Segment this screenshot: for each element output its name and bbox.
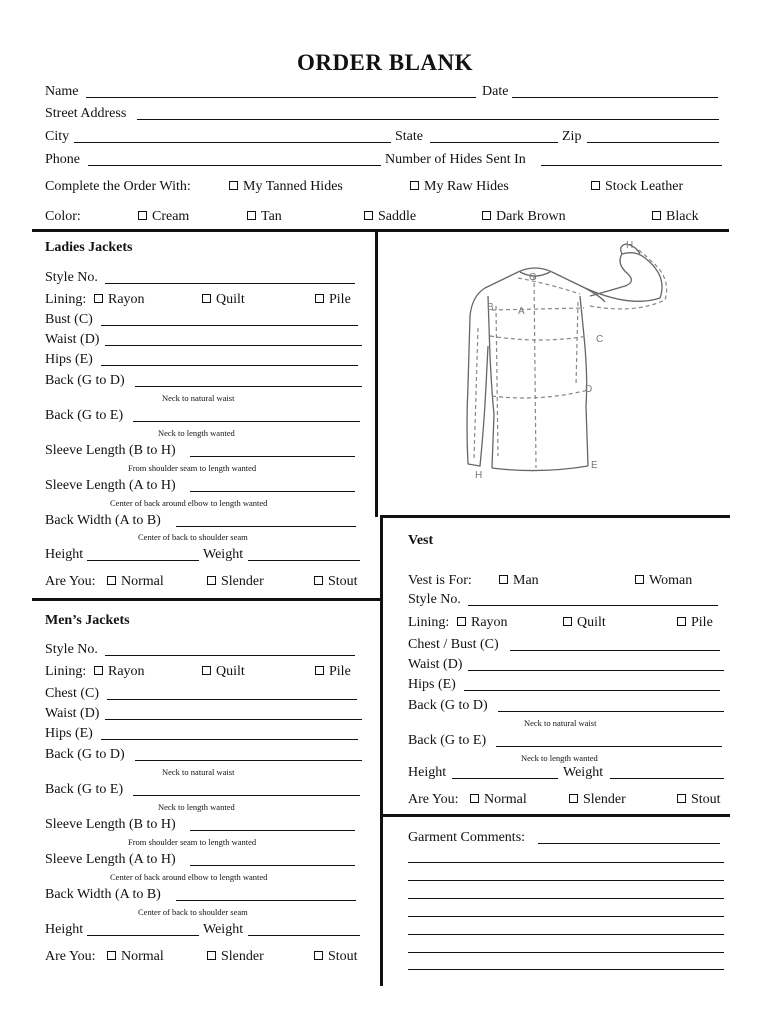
comments-top-divider — [382, 814, 730, 817]
vest-back-gd-label: Back (G to D) — [408, 698, 488, 713]
mens-quilt-checkbox[interactable] — [202, 666, 211, 675]
lower-column-divider — [380, 517, 383, 986]
ladies-note-gd: Neck to natural waist — [162, 393, 235, 403]
phone-field[interactable] — [88, 165, 381, 166]
ladies-note-bh: From shoulder seam to length wanted — [128, 463, 257, 473]
tanned-option[interactable] — [229, 179, 343, 195]
ladies-weight-field[interactable] — [248, 560, 360, 561]
ladies-note-ge: Neck to length wanted — [158, 428, 235, 438]
mens-normal-option[interactable] — [107, 949, 164, 965]
ladies-normal-option[interactable] — [107, 574, 164, 590]
city-field[interactable] — [74, 142, 391, 143]
mens-note-gd: Neck to natural waist — [162, 767, 235, 777]
vest-man-label: Man — [513, 573, 539, 588]
vest-slender-checkbox[interactable] — [569, 794, 578, 803]
ladies-slender-label: Slender — [221, 574, 264, 589]
mens-pile-checkbox[interactable] — [315, 666, 324, 675]
ladies-pile-option[interactable] — [315, 292, 351, 308]
mens-chest-field[interactable] — [107, 699, 357, 700]
label-b: B — [487, 302, 494, 313]
mens-heading: Men’s Jackets — [45, 613, 130, 628]
mens-back-gd-field[interactable] — [135, 760, 362, 761]
vest-back-ge-field[interactable] — [496, 746, 722, 747]
ladies-sleeve-ah-label: Sleeve Length (A to H) — [45, 478, 176, 493]
vest-stout-option[interactable] — [677, 792, 721, 808]
mens-waist-field[interactable] — [105, 719, 362, 720]
mens-style-field[interactable] — [105, 655, 355, 656]
color-saddle[interactable] — [364, 209, 416, 225]
comments-field-line-4[interactable] — [408, 898, 724, 899]
ladies-slender-checkbox[interactable] — [207, 576, 216, 585]
mens-weight-label: Weight — [203, 922, 244, 937]
vest-man-option[interactable] — [499, 573, 539, 589]
vest-lining-label: Lining: — [408, 615, 450, 630]
ladies-rayon-label: Rayon — [108, 292, 145, 307]
ladies-normal-label: Normal — [121, 574, 164, 589]
dark-brown-label: Dark Brown — [496, 209, 566, 224]
mens-slender-option[interactable] — [207, 949, 264, 965]
comments-field-line-7[interactable] — [408, 952, 724, 953]
mens-are-you-label: Are You: — [45, 949, 96, 964]
vest-height-field[interactable] — [452, 778, 558, 779]
mens-back-gd-label: Back (G to D) — [45, 747, 125, 762]
ladies-width-ab-field[interactable] — [176, 526, 356, 527]
mens-stout-checkbox[interactable] — [314, 951, 323, 960]
vest-chest-field[interactable] — [510, 650, 720, 651]
mens-pile-label: Pile — [329, 664, 351, 679]
mens-stout-label: Stout — [328, 949, 358, 964]
ladies-normal-checkbox[interactable] — [107, 576, 116, 585]
ladies-back-ge-label: Back (G to E) — [45, 408, 124, 423]
vest-top-divider — [380, 515, 730, 518]
vest-style-label: Style No. — [408, 592, 461, 607]
ladies-heading: Ladies Jackets — [45, 240, 133, 255]
mens-back-ge-field[interactable] — [133, 795, 360, 796]
ladies-note-ah: Center of back around elbow to length wanted — [110, 498, 268, 508]
mens-note-ge: Neck to length wanted — [158, 802, 235, 812]
ladies-sleeve-bh-label: Sleeve Length (B to H) — [45, 443, 176, 458]
cream-checkbox[interactable] — [138, 211, 147, 220]
vest-rayon-option[interactable] — [457, 615, 508, 631]
ladies-quilt-label: Quilt — [216, 292, 245, 307]
label-c: C — [596, 334, 604, 345]
vest-height-label: Height — [408, 765, 447, 780]
state-label: State — [395, 129, 423, 144]
vest-normal-label: Normal — [484, 792, 527, 807]
vest-normal-checkbox[interactable] — [470, 794, 479, 803]
ladies-waist-label: Waist (D) — [45, 332, 100, 347]
mens-slender-checkbox[interactable] — [207, 951, 216, 960]
ladies-bust-field[interactable] — [101, 325, 358, 326]
vest-quilt-option[interactable] — [563, 615, 606, 631]
date-label: Date — [482, 84, 509, 99]
cream-label: Cream — [152, 209, 190, 224]
ladies-style-label: Style No. — [45, 270, 98, 285]
mens-rayon-checkbox[interactable] — [94, 666, 103, 675]
color-label: Color: — [45, 209, 81, 224]
label-h-bottom: H — [475, 470, 483, 481]
ladies-sleeve-bh-field[interactable] — [190, 456, 355, 457]
ladies-stout-label: Stout — [328, 574, 358, 589]
saddle-label: Saddle — [378, 209, 417, 224]
mens-width-ab-label: Back Width (A to B) — [45, 887, 161, 902]
ladies-weight-label: Weight — [203, 547, 244, 562]
mens-sleeve-bh-field[interactable] — [190, 830, 355, 831]
ladies-quilt-checkbox[interactable] — [202, 294, 211, 303]
mens-pile-option[interactable] — [315, 664, 351, 680]
jacket-measurement-diagram — [440, 236, 680, 486]
black-label: Black — [666, 209, 699, 224]
mens-waist-label: Waist (D) — [45, 706, 100, 721]
vest-normal-option[interactable] — [470, 792, 527, 808]
mens-rayon-option[interactable] — [94, 664, 145, 680]
mens-back-ge-label: Back (G to E) — [45, 782, 124, 797]
header-divider — [32, 229, 729, 232]
vest-are-you-label: Are You: — [408, 792, 459, 807]
label-e: E — [591, 460, 598, 471]
vest-weight-label: Weight — [563, 765, 604, 780]
label-h-top: H — [626, 240, 634, 251]
street-field[interactable] — [137, 119, 719, 120]
complete-label: Complete the Order With: — [45, 179, 191, 194]
mens-height-label: Height — [45, 922, 84, 937]
name-field[interactable] — [86, 97, 476, 98]
hides-field[interactable] — [541, 165, 722, 166]
comments-field-line-5[interactable] — [408, 916, 724, 917]
ladies-pile-label: Pile — [329, 292, 351, 307]
color-black[interactable] — [652, 209, 699, 225]
mens-normal-label: Normal — [121, 949, 164, 964]
vest-quilt-label: Quilt — [577, 615, 606, 630]
vest-hips-field[interactable] — [464, 690, 720, 691]
mens-weight-field[interactable] — [248, 935, 360, 936]
mens-note-bh: From shoulder seam to length wanted — [128, 837, 257, 847]
street-label: Street Address — [45, 106, 127, 121]
raw-option[interactable] — [410, 179, 509, 195]
raw-label: My Raw Hides — [424, 179, 509, 194]
page-title: ORDER BLANK — [296, 50, 474, 75]
date-field[interactable] — [512, 97, 718, 98]
ladies-waist-field[interactable] — [105, 345, 362, 346]
ladies-stout-checkbox[interactable] — [314, 576, 323, 585]
mens-lining-label: Lining: — [45, 664, 87, 679]
upper-column-divider — [375, 232, 378, 517]
vest-style-field[interactable] — [468, 605, 718, 606]
vest-slender-option[interactable] — [569, 792, 626, 808]
ladies-rayon-checkbox[interactable] — [94, 294, 103, 303]
mens-quilt-label: Quilt — [216, 664, 245, 679]
vest-stout-checkbox[interactable] — [677, 794, 686, 803]
vest-back-ge-label: Back (G to E) — [408, 733, 487, 748]
vest-waist-field[interactable] — [468, 670, 724, 671]
vest-man-checkbox[interactable] — [499, 575, 508, 584]
ladies-back-gd-label: Back (G to D) — [45, 373, 125, 388]
hides-label: Number of Hides Sent In — [385, 152, 526, 167]
comments-field-line-3[interactable] — [408, 880, 724, 881]
ladies-note-ab: Center of back to shoulder seam — [138, 532, 248, 542]
phone-label: Phone — [45, 152, 80, 167]
black-checkbox[interactable] — [652, 211, 661, 220]
ladies-quilt-option[interactable] — [202, 292, 245, 308]
ladies-pile-checkbox[interactable] — [315, 294, 324, 303]
ladies-back-ge-field[interactable] — [133, 421, 360, 422]
vest-pile-checkbox[interactable] — [677, 617, 686, 626]
vest-weight-field[interactable] — [610, 778, 724, 779]
ladies-are-you-label: Are You: — [45, 574, 96, 589]
ladies-hips-field[interactable] — [101, 365, 358, 366]
vest-pile-label: Pile — [691, 615, 713, 630]
vest-note-gd: Neck to natural waist — [524, 718, 597, 728]
mens-stout-option[interactable] — [314, 949, 358, 965]
vest-rayon-label: Rayon — [471, 615, 508, 630]
stock-label: Stock Leather — [605, 179, 684, 194]
ladies-height-label: Height — [45, 547, 84, 562]
vest-woman-option[interactable] — [635, 573, 692, 589]
tanned-label: My Tanned Hides — [243, 179, 343, 194]
vest-hips-label: Hips (E) — [408, 677, 456, 692]
saddle-checkbox[interactable] — [364, 211, 373, 220]
mens-width-ab-field[interactable] — [176, 900, 356, 901]
vest-back-gd-field[interactable] — [498, 711, 724, 712]
comments-label: Garment Comments: — [408, 830, 526, 845]
label-a: A — [518, 306, 525, 317]
mens-hips-label: Hips (E) — [45, 726, 93, 741]
stock-checkbox[interactable] — [591, 181, 600, 190]
ladies-rayon-option[interactable] — [94, 292, 145, 308]
mens-sleeve-ah-field[interactable] — [190, 865, 355, 866]
mens-top-divider — [32, 598, 380, 601]
vest-for-label: Vest is For: — [408, 573, 472, 588]
mens-slender-label: Slender — [221, 949, 264, 964]
ladies-hips-label: Hips (E) — [45, 352, 93, 367]
vest-heading: Vest — [408, 533, 434, 548]
mens-hips-field[interactable] — [101, 739, 358, 740]
vest-slender-label: Slender — [583, 792, 626, 807]
mens-chest-label: Chest (C) — [45, 686, 100, 701]
color-dark-brown[interactable] — [482, 209, 566, 225]
mens-note-ah: Center of back around elbow to length wanted — [110, 872, 268, 882]
vest-pile-option[interactable] — [677, 615, 713, 631]
city-label: City — [45, 129, 70, 144]
vest-quilt-checkbox[interactable] — [563, 617, 572, 626]
ladies-lining-label: Lining: — [45, 292, 87, 307]
zip-label: Zip — [562, 129, 582, 144]
label-g: G — [529, 272, 537, 283]
color-tan[interactable] — [247, 209, 282, 225]
vest-stout-label: Stout — [691, 792, 721, 807]
comments-field-line-6[interactable] — [408, 934, 724, 935]
ladies-stout-option[interactable] — [314, 574, 358, 590]
label-d: D — [585, 384, 593, 395]
tanned-checkbox[interactable] — [229, 181, 238, 190]
color-cream[interactable] — [138, 209, 189, 225]
mens-normal-checkbox[interactable] — [107, 951, 116, 960]
comments-field-line-2[interactable] — [408, 862, 724, 863]
dark-brown-checkbox[interactable] — [482, 211, 491, 220]
tan-label: Tan — [261, 209, 282, 224]
mens-height-field[interactable] — [87, 935, 199, 936]
ladies-bust-label: Bust (C) — [45, 312, 93, 327]
ladies-back-gd-field[interactable] — [135, 386, 362, 387]
mens-rayon-label: Rayon — [108, 664, 145, 679]
ladies-slender-option[interactable] — [207, 574, 264, 590]
vest-rayon-checkbox[interactable] — [457, 617, 466, 626]
zip-field[interactable] — [587, 142, 719, 143]
tan-checkbox[interactable] — [247, 211, 256, 220]
mens-note-ab: Center of back to shoulder seam — [138, 907, 248, 917]
ladies-sleeve-ah-field[interactable] — [190, 491, 355, 492]
vest-chest-label: Chest / Bust (C) — [408, 637, 499, 652]
mens-sleeve-bh-label: Sleeve Length (B to H) — [45, 817, 176, 832]
ladies-height-field[interactable] — [87, 560, 199, 561]
stock-option[interactable] — [591, 179, 683, 195]
vest-waist-label: Waist (D) — [408, 657, 463, 672]
name-label: Name — [45, 84, 79, 99]
ladies-style-field[interactable] — [105, 283, 355, 284]
mens-style-label: Style No. — [45, 642, 98, 657]
vest-woman-label: Woman — [649, 573, 693, 588]
mens-sleeve-ah-label: Sleeve Length (A to H) — [45, 852, 176, 867]
ladies-width-ab-label: Back Width (A to B) — [45, 513, 161, 528]
mens-quilt-option[interactable] — [202, 664, 245, 680]
state-field[interactable] — [430, 142, 558, 143]
vest-note-ge: Neck to length wanted — [521, 753, 598, 763]
raw-checkbox[interactable] — [410, 181, 419, 190]
vest-woman-checkbox[interactable] — [635, 575, 644, 584]
comments-field-line-8[interactable] — [408, 969, 724, 970]
comments-field-line-1[interactable] — [538, 843, 720, 844]
